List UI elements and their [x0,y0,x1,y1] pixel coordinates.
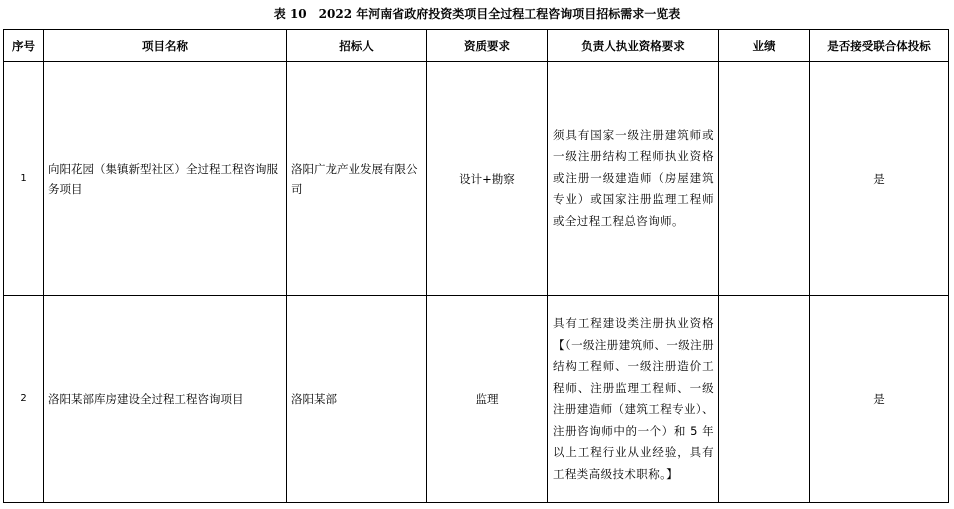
header-leader-requirement: 负责人执业资格要求 [548,30,719,62]
header-project-name: 项目名称 [44,30,287,62]
header-consortium: 是否接受联合体投标 [810,30,949,62]
cell-performance [719,62,810,296]
cell-tenderer: 洛阳某部 [287,296,427,503]
header-performance: 业绩 [719,30,810,62]
cell-serial-number: 1 [4,62,44,296]
table-header-row [4,30,949,62]
table-row [4,62,949,296]
cell-qualification: 设计+勘察 [427,62,548,296]
header-qualification: 资质要求 [427,30,548,62]
header-serial-number: 序号 [4,30,44,62]
cell-consortium: 是 [810,62,949,296]
bidding-requirements-table [3,29,949,503]
cell-qualification: 监理 [427,296,548,503]
cell-project-name: 向阳花园（集镇新型社区）全过程工程咨询服务项目 [44,62,287,296]
cell-consortium: 是 [810,296,949,503]
table-caption: 表 10 2022 年河南省政府投资类项目全过程工程咨询项目招标需求一览表 [273,7,681,21]
cell-project-name: 洛阳某部库房建设全过程工程咨询项目 [44,296,287,503]
cell-leader-requirement: 具有工程建设类注册执业资格【（一级注册建筑师、一级注册结构工程师、一级注册造价工程师、注册监理工程师、一级注册建造师（建筑工程专业）、注册咨询师中的一个）和 5 年以上工程行业从业经验，具有工程类高级技术职称。】 [548,296,719,503]
cell-serial-number: 2 [4,296,44,503]
cell-tenderer: 洛阳广龙产业发展有限公司 [287,62,427,296]
cell-leader-requirement: 须具有国家一级注册建筑师或一级注册结构工程师执业资格或注册一级建造师（房屋建筑专业）或国家注册监理工程师或全过程工程总咨询师。 [548,62,719,296]
cell-performance [719,296,810,503]
table-row [4,296,949,503]
header-tenderer: 招标人 [287,30,427,62]
